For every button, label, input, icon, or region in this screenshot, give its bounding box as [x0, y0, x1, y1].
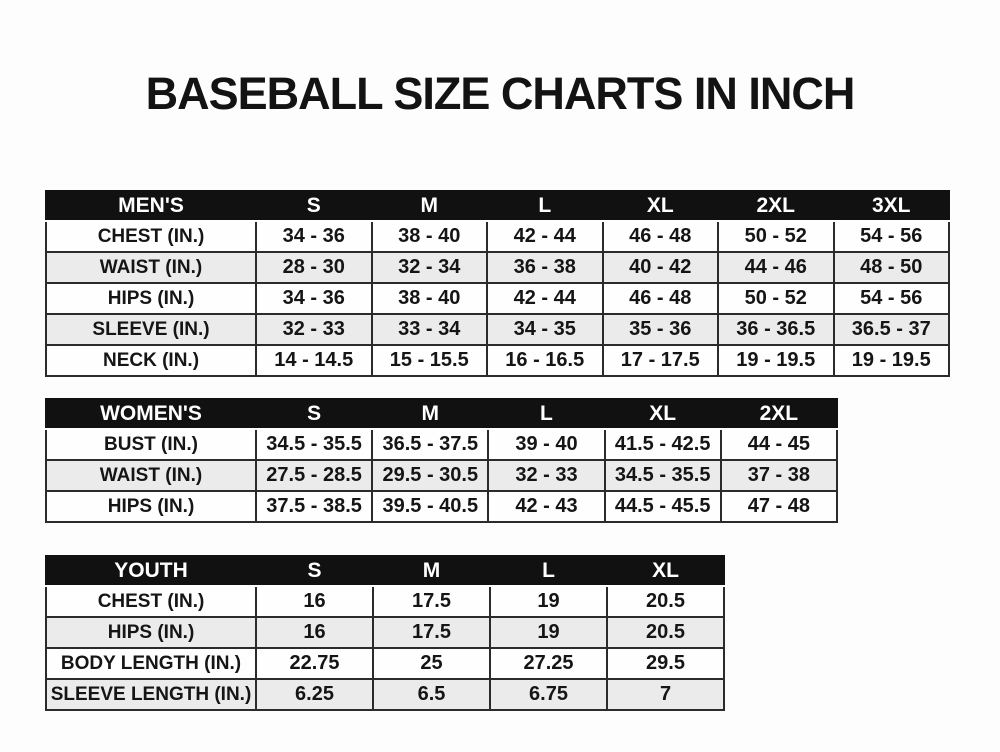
table-row — [46, 617, 724, 648]
size-value-cell: 32 - 33 — [256, 314, 372, 345]
size-value-cell: 29.5 — [607, 648, 724, 679]
size-value-cell: 19 — [490, 617, 607, 648]
size-value-cell: 35 - 36 — [603, 314, 719, 345]
size-column-header: XL — [603, 191, 719, 221]
size-column-header: M — [372, 399, 488, 429]
size-column-header: XL — [605, 399, 721, 429]
measurement-label-cell: WAIST (IN.) — [46, 252, 256, 283]
size-value-cell: 6.75 — [490, 679, 607, 710]
size-value-cell: 36.5 - 37 — [834, 314, 950, 345]
size-value-cell: 20.5 — [607, 617, 724, 648]
measurement-label-cell: SLEEVE LENGTH (IN.) — [46, 679, 256, 710]
table-row — [46, 460, 837, 491]
youth-size-table — [45, 555, 725, 711]
table-row — [46, 648, 724, 679]
size-value-cell: 54 - 56 — [834, 221, 950, 252]
size-value-cell: 46 - 48 — [603, 221, 719, 252]
size-column-header: S — [256, 556, 373, 586]
size-value-cell: 17 - 17.5 — [603, 345, 719, 376]
size-value-cell: 27.5 - 28.5 — [256, 460, 372, 491]
size-value-cell: 42 - 44 — [487, 221, 603, 252]
table-row — [46, 283, 949, 314]
size-value-cell: 6.25 — [256, 679, 373, 710]
size-column-header: 3XL — [834, 191, 950, 221]
size-value-cell: 34.5 - 35.5 — [256, 429, 372, 460]
measurement-label-cell: WAIST (IN.) — [46, 460, 256, 491]
size-value-cell: 6.5 — [373, 679, 490, 710]
size-value-cell: 34.5 - 35.5 — [605, 460, 721, 491]
size-column-header: 2XL — [721, 399, 837, 429]
size-column-header: XL — [607, 556, 724, 586]
size-value-cell: 17.5 — [373, 617, 490, 648]
size-value-cell: 50 - 52 — [718, 221, 834, 252]
size-column-header: M — [373, 556, 490, 586]
table-group-label: YOUTH — [46, 556, 256, 586]
table-group-label: MEN'S — [46, 191, 256, 221]
size-value-cell: 27.25 — [490, 648, 607, 679]
measurement-label-cell: SLEEVE (IN.) — [46, 314, 256, 345]
size-column-header: S — [256, 399, 372, 429]
header-row — [46, 399, 837, 429]
size-value-cell: 34 - 36 — [256, 283, 372, 314]
table-row — [46, 221, 949, 252]
table-row — [46, 345, 949, 376]
size-value-cell: 38 - 40 — [372, 221, 488, 252]
size-value-cell: 19 - 19.5 — [718, 345, 834, 376]
size-value-cell: 17.5 — [373, 586, 490, 617]
size-value-cell: 16 — [256, 617, 373, 648]
size-value-cell: 41.5 - 42.5 — [605, 429, 721, 460]
table-row — [46, 314, 949, 345]
size-value-cell: 36.5 - 37.5 — [372, 429, 488, 460]
size-value-cell: 42 - 44 — [487, 283, 603, 314]
size-value-cell: 37 - 38 — [721, 460, 837, 491]
size-column-header: L — [487, 191, 603, 221]
size-value-cell: 34 - 35 — [487, 314, 603, 345]
measurement-label-cell: BUST (IN.) — [46, 429, 256, 460]
mens-size-table — [45, 190, 950, 377]
size-value-cell: 38 - 40 — [372, 283, 488, 314]
size-value-cell: 39.5 - 40.5 — [372, 491, 488, 522]
size-value-cell: 39 - 40 — [488, 429, 604, 460]
size-column-header: 2XL — [718, 191, 834, 221]
size-value-cell: 14 - 14.5 — [256, 345, 372, 376]
size-value-cell: 40 - 42 — [603, 252, 719, 283]
size-column-header: L — [488, 399, 604, 429]
size-value-cell: 32 - 33 — [488, 460, 604, 491]
size-value-cell: 34 - 36 — [256, 221, 372, 252]
measurement-label-cell: CHEST (IN.) — [46, 221, 256, 252]
size-value-cell: 37.5 - 38.5 — [256, 491, 372, 522]
measurement-label-cell: BODY LENGTH (IN.) — [46, 648, 256, 679]
measurement-label-cell: NECK (IN.) — [46, 345, 256, 376]
size-value-cell: 48 - 50 — [834, 252, 950, 283]
size-value-cell: 19 - 19.5 — [834, 345, 950, 376]
table-row — [46, 429, 837, 460]
size-value-cell: 29.5 - 30.5 — [372, 460, 488, 491]
size-value-cell: 16 — [256, 586, 373, 617]
size-value-cell: 44 - 46 — [718, 252, 834, 283]
size-value-cell: 44.5 - 45.5 — [605, 491, 721, 522]
size-value-cell: 22.75 — [256, 648, 373, 679]
size-value-cell: 54 - 56 — [834, 283, 950, 314]
table-group-label: WOMEN'S — [46, 399, 256, 429]
table-row — [46, 586, 724, 617]
page-title: BASEBALL SIZE CHARTS IN INCH — [145, 68, 855, 119]
table-row — [46, 491, 837, 522]
size-value-cell: 36 - 36.5 — [718, 314, 834, 345]
size-value-cell: 25 — [373, 648, 490, 679]
size-column-header: M — [372, 191, 488, 221]
size-value-cell: 46 - 48 — [603, 283, 719, 314]
table-row — [46, 252, 949, 283]
womens-size-table — [45, 398, 838, 523]
size-value-cell: 28 - 30 — [256, 252, 372, 283]
size-value-cell: 32 - 34 — [372, 252, 488, 283]
size-column-header: S — [256, 191, 372, 221]
size-value-cell: 47 - 48 — [721, 491, 837, 522]
size-value-cell: 50 - 52 — [718, 283, 834, 314]
size-value-cell: 16 - 16.5 — [487, 345, 603, 376]
header-row — [46, 191, 949, 221]
measurement-label-cell: HIPS (IN.) — [46, 617, 256, 648]
size-value-cell: 36 - 38 — [487, 252, 603, 283]
table-row — [46, 679, 724, 710]
measurement-label-cell: HIPS (IN.) — [46, 491, 256, 522]
size-value-cell: 7 — [607, 679, 724, 710]
size-value-cell: 42 - 43 — [488, 491, 604, 522]
measurement-label-cell: CHEST (IN.) — [46, 586, 256, 617]
size-column-header: L — [490, 556, 607, 586]
measurement-label-cell: HIPS (IN.) — [46, 283, 256, 314]
header-row — [46, 556, 724, 586]
size-value-cell: 15 - 15.5 — [372, 345, 488, 376]
size-value-cell: 20.5 — [607, 586, 724, 617]
size-value-cell: 44 - 45 — [721, 429, 837, 460]
size-value-cell: 33 - 34 — [372, 314, 488, 345]
size-value-cell: 19 — [490, 586, 607, 617]
